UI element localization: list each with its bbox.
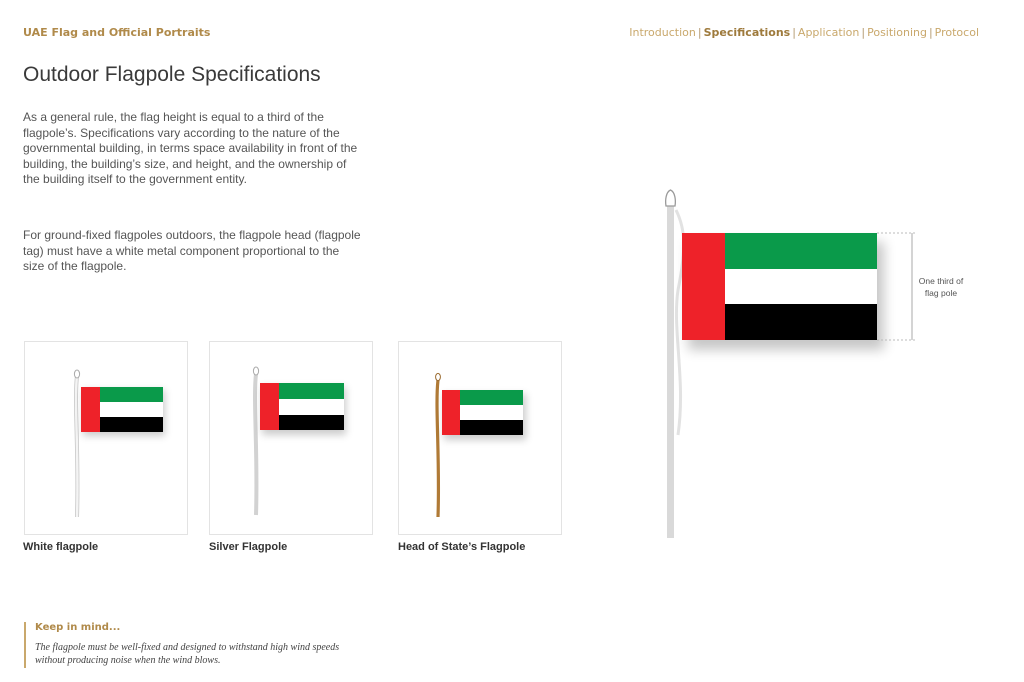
flag-white-stripe	[460, 405, 523, 420]
silver-flagpole-label: Silver Flagpole	[209, 541, 288, 553]
flag-green-stripe	[725, 233, 877, 269]
pole-fill	[76, 376, 77, 517]
section-nav	[629, 26, 979, 39]
tip-text: The flagpole must be well-fixed and designed to withstand high wind speeds without producing noise when the wind blows.	[35, 642, 340, 666]
flag-white-stripe	[279, 399, 344, 415]
head-of-state-flagpole-illustration	[399, 342, 561, 534]
flag-black-stripe	[460, 420, 523, 435]
annotation-line-2: flag pole	[924, 288, 958, 298]
flag-white-stripe	[100, 402, 163, 417]
flagpole-head-icon	[436, 373, 441, 380]
white-flagpole-label: White flagpole	[23, 541, 99, 553]
flagpole-head-icon	[666, 190, 676, 206]
flag-black-stripe	[100, 417, 163, 432]
uae-flag-icon	[81, 387, 163, 432]
document-title: UAE Flag and Official Portraits	[23, 26, 211, 39]
flagpole-head-paragraph: For ground-fixed flagpoles outdoors, the flagpole head (flagpole tag) must have a white metal component proportional to the size of the flagpole.	[23, 228, 361, 273]
nav-link-positioning[interactable]: Positioning	[867, 26, 927, 39]
nav-separator: |	[697, 26, 702, 39]
flag-green-stripe	[279, 383, 344, 399]
nav-separator: |	[792, 26, 796, 39]
white-flagpole-card	[24, 341, 188, 535]
page-title: Outdoor Flagpole Specifications	[23, 63, 321, 86]
uae-flag-icon	[260, 383, 344, 430]
nav-link-introduction[interactable]: Introduction	[629, 26, 696, 39]
nav-link-protocol[interactable]: Protocol	[934, 26, 979, 39]
nav-separator: |	[928, 26, 933, 39]
uae-flag-icon	[442, 390, 523, 435]
head-of-state-flagpole-card	[398, 341, 562, 535]
silver-flagpole-illustration	[210, 342, 372, 534]
flag-green-stripe	[460, 390, 523, 405]
flag-red-band	[81, 387, 100, 432]
flag-proportion-diagram	[640, 180, 985, 550]
flag-red-band	[442, 390, 460, 435]
pole-fill	[437, 380, 438, 517]
flagpole-head-icon	[253, 367, 258, 375]
tip-heading: Keep in mind...	[35, 622, 121, 633]
head-of-state-flagpole-label: Head of State’s Flagpole	[398, 541, 526, 553]
nav-link-application[interactable]: Application	[797, 26, 860, 39]
tip-accent-bar	[24, 622, 26, 668]
flag-red-band	[682, 233, 725, 340]
flag-black-stripe	[279, 415, 344, 430]
flag-black-stripe	[725, 304, 877, 340]
nav-link-specifications[interactable]: Specifications	[703, 26, 791, 39]
uae-flag-icon	[682, 233, 877, 340]
flag-red-band	[260, 383, 279, 430]
white-flagpole-illustration	[25, 342, 187, 534]
flag-green-stripe	[100, 387, 163, 402]
pole-fill	[255, 374, 256, 515]
flag-white-stripe	[725, 269, 877, 304]
main-flagpole	[667, 206, 674, 538]
annotation-line-1: One third of	[918, 276, 964, 286]
flag-proportion-illustration	[640, 180, 985, 545]
flagpole-head-icon	[74, 370, 79, 378]
intro-paragraph: As a general rule, the flag height is equal to a third of the flagpole’s. Specifications vary according to the nature of the governmental building, in terms space availability in front of the building, the building’s size, and height, and the ownership of the building itself to the government entity.	[23, 110, 358, 186]
nav-separator: |	[861, 26, 866, 39]
silver-flagpole-card	[209, 341, 373, 535]
